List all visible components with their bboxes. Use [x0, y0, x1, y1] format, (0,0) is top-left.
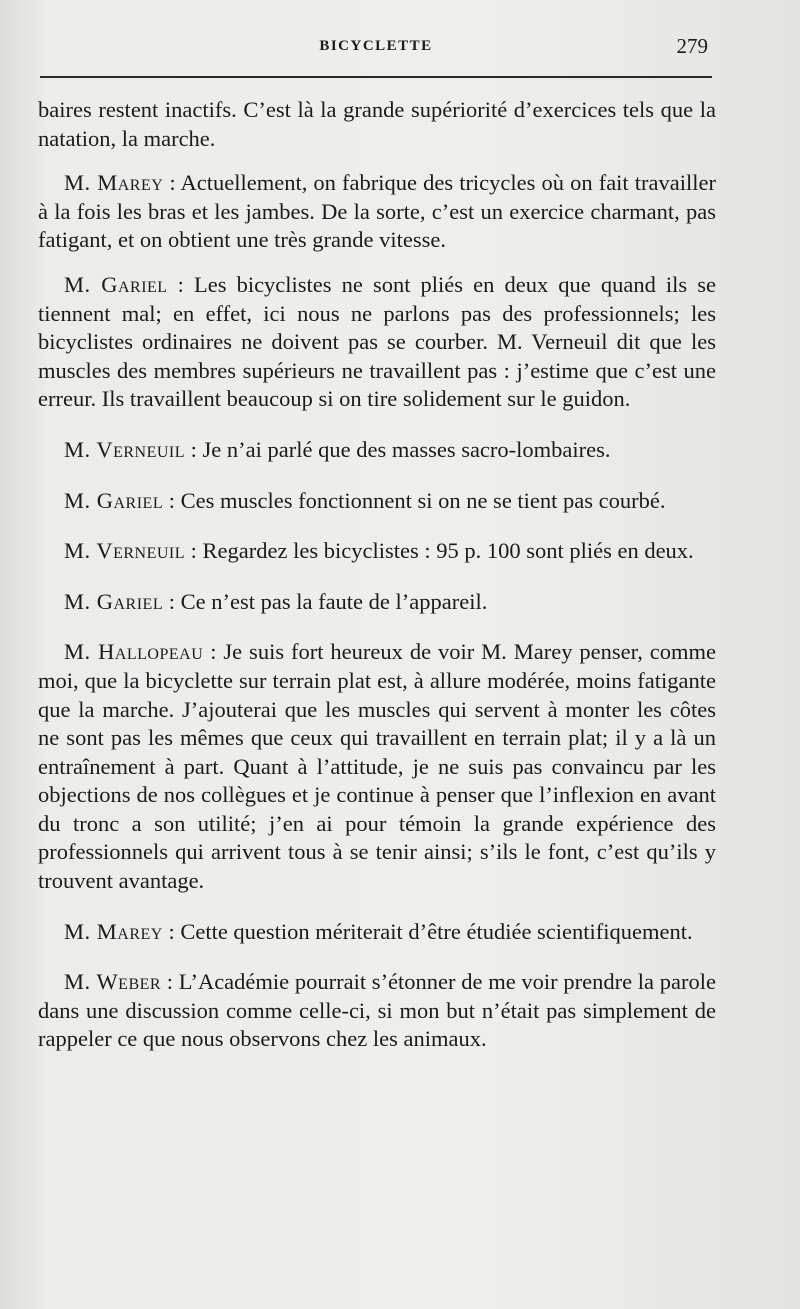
page-header — [40, 32, 712, 62]
paragraph-text: : Actuellement, on fabrique des tricycles où on fait travailler à la fois les bras et les jambes. De la sorte, c’est un exercice charmant, pas fatigant, et on obtient une très grande vitesse. — [38, 170, 716, 253]
paragraph-weber-1 — [38, 968, 716, 1054]
paragraph-text: : Ces muscles fonctionnent si on ne se tient pas courbé. — [163, 487, 666, 513]
paragraph-text: : Ce n’est pas la faute de l’appareil. — [163, 588, 488, 614]
paragraph-verneuil-2 — [38, 537, 716, 566]
paragraph-hallopeau-1 — [38, 638, 716, 895]
paragraph-text: : Les bicyclistes ne sont pliés en deux que quand ils se tiennent mal; en effet, ici nous ne parlons pas des professionnels; les bicyclistes ordinaires ne doivent pas se courber. M. Verneuil dit que les muscles des membres supérieurs ne travaillent pas : j’estime que c’est une erreur. Ils travaillent beaucoup si on tire solidement sur le guidon. — [38, 271, 717, 412]
paragraph-gariel-3 — [38, 588, 716, 617]
paragraph-text: : Regardez les bicyclistes : 95 p. 100 sont pliés en deux. — [185, 538, 694, 564]
speaker-name: M. Gariel — [64, 487, 164, 513]
speaker-name: M. Weber — [64, 969, 162, 995]
paragraph-gariel-1 — [38, 271, 716, 414]
speaker-name: M. Verneuil — [64, 436, 186, 462]
header-rule — [40, 76, 712, 78]
paragraph-verneuil-1 — [38, 436, 716, 465]
speaker-name: M. Marey — [64, 170, 164, 196]
paragraph-text: : Je n’ai parlé que des masses sacro-lombaires. — [185, 436, 611, 462]
paragraph-text: baires restent inactifs. C’est là la grande supériorité d’exercices tels que la natation, la marche. — [38, 97, 716, 151]
paragraph-text: : Cette question mériterait d’être étudiée scientifiquement. — [162, 918, 693, 944]
body-text — [38, 96, 716, 1054]
paragraph-text: : Je suis fort heureux de voir M. Marey penser, comme moi, que la bicyclette sur terrain plat est, à allure modérée, moins fatigante que la marche. J’ajouterai que les muscles qui servent à monter les côtes ne sont pas les mêmes que ceux qui travaillent en terrain plat; il y a là un entraînement à part. Quant à l’attitude, je ne suis pas convaincu par les objections de nos collègues et je continue à penser que l’inflexion en avant du tronc a son utilité; j’en ai pour témoin la grande expérience des professionnels qui arrivent tous à se tenir ainsi; s’ils le font, c’est qu’ils y trouvent avantage. — [38, 639, 716, 894]
speaker-name: M. Hallopeau — [64, 639, 204, 665]
speaker-name: M. Gariel — [64, 271, 168, 297]
paragraph-marey-2 — [38, 918, 716, 947]
paragraph-marey-1 — [38, 169, 716, 255]
page-number: 279 — [676, 34, 708, 58]
paragraph-continuation — [38, 96, 716, 153]
paragraph-text: : L’Académie pourrait s’étonner de me voir prendre la parole dans une discussion comme celle-ci, si mon but n’était pas simplement de rappeler ce que nous observons chez les animaux. — [38, 969, 716, 1052]
speaker-name: M. Marey — [64, 918, 163, 944]
paragraph-gariel-2 — [38, 487, 716, 516]
running-title: BICYCLETTE — [319, 38, 433, 54]
speaker-name: M. Verneuil — [64, 538, 186, 564]
speaker-name: M. Gariel — [64, 588, 164, 614]
